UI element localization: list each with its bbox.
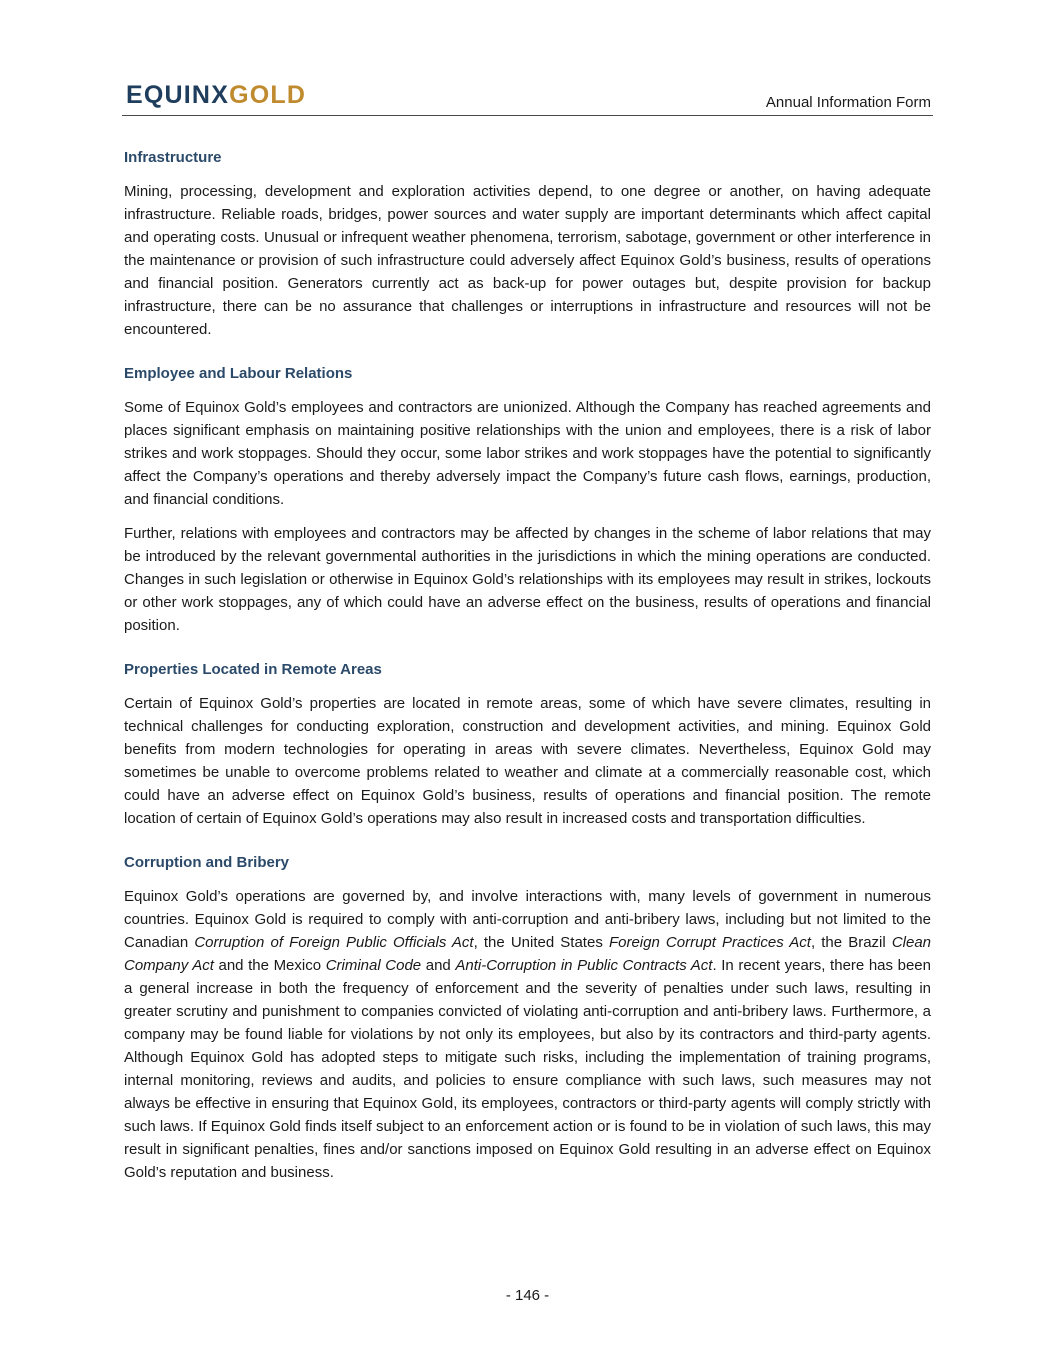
section-heading: Properties Located in Remote Areas bbox=[124, 661, 382, 678]
text-segment: , the United States bbox=[473, 934, 609, 951]
paragraph: Some of Equinox Gold’s employees and contractors are unionized. Although the Company has reached agreements and places significant emphasis on maintaining positive relationships with the union and employees, there is a risk of labor strikes and work stoppages. Should they occur, some labor strikes and work stoppages have the potential to significantly affect the Company’s operations and thereby adversely impact the Company’s future cash flows, earnings, production, and financial conditions. bbox=[124, 399, 931, 508]
text-segment: Equinox Gold’s operations are governed by, and involve interactions with, many levels of government in numerous countries. Equinox Gold is required to comply with anti-corruption and anti-bribery laws, including but not limited to the Canadian bbox=[124, 888, 931, 951]
section-heading: Corruption and Bribery bbox=[124, 854, 290, 871]
law-title: Foreign Corrupt Practices Act bbox=[608, 934, 811, 951]
page-number: - 146 - bbox=[505, 1287, 550, 1304]
text-segment: and the Mexico bbox=[213, 957, 326, 974]
section-corruption-bribery bbox=[124, 851, 931, 1184]
paragraph: Mining, processing, development and exploration activities depend, to one degree or another, on having adequate infrastructure. Reliable roads, bridges, power sources and water supply are important determinants which affect capital and operating costs. Unusual or infrequent weather phenomena, terrorism, sabotage, government or other interference in the maintenance or provision of such infrastructure could adversely affect Equinox Gold’s business, results of operations and financial position. Generators currently act as back-up for power outages but, despite provision for backup infrastructure, there can be no assurance that challenges or interruptions in infrastructure and resources will not be encountered. bbox=[124, 183, 931, 338]
paragraph: Further, relations with employees and contractors may be affected by changes in the scheme of labor relations that may be introduced by the relevant governmental authorities in the jurisdictions in which the mining operations are conducted. Changes in such legislation or otherwise in Equinox Gold’s relationships with its employees may result in strikes, lockouts or other work stoppages, any of which could have an adverse effect on the business, results of operations and financial position. bbox=[124, 525, 931, 634]
law-title: Clean Company Act bbox=[124, 934, 932, 974]
law-title: Corruption of Foreign Public Officials Act bbox=[194, 934, 474, 951]
law-title: Anti-Corruption in Public Contracts Act bbox=[455, 957, 713, 974]
section-remote-areas bbox=[124, 658, 931, 830]
paragraph bbox=[124, 885, 931, 1184]
logo-text-ox: X bbox=[211, 81, 230, 109]
text-segment: . In recent years, there has been a general increase in both the frequency of enforcement and the severity of penalties under such laws, resulting in greater scrutiny and punishment to companies convicted of violating anti-corruption and anti-bribery laws. Furthermore, a company may be found liable for violations by not only its employees, but also by its contractors and third-party agents. Although Equinox Gold has adopted steps to mitigate such risks, including the implementation of training programs, internal monitoring, reviews and audits, and policies to ensure compliance with such laws, such measures may not always be effective in ensuring that Equinox Gold, its employees, contractors or third-party agents will comply strictly with such laws. If Equinox Gold finds itself subject to an enforcement action or is found to be in violation of such laws, this may result in significant penalties, fines and/or sanctions imposed on Equinox Gold resulting in an adverse effect on Equinox Gold’s reputation and business. bbox=[124, 957, 931, 1181]
logo-text-equin: EQUIN bbox=[126, 81, 212, 109]
page-content bbox=[124, 146, 931, 1205]
text-segment: , the Brazil bbox=[810, 934, 892, 951]
paragraph: Certain of Equinox Gold’s properties are located in remote areas, some of which have severe climates, resulting in technical challenges for conducting exploration, construction and development activities, and mining. Equinox Gold benefits from modern technologies for operating in areas with severe climates. Nevertheless, Equinox Gold may sometimes be unable to overcome problems related to weather and climate at a commercially reasonable cost, which could have an adverse effect on Equinox Gold’s business, results of operations and financial position. The remote location of certain of Equinox Gold’s operations may also result in increased costs and transportation difficulties. bbox=[124, 695, 931, 827]
section-infrastructure bbox=[124, 146, 931, 341]
page-header bbox=[122, 78, 933, 116]
section-employee-labour-relations bbox=[124, 362, 931, 637]
equinox-gold-logo bbox=[126, 80, 306, 110]
document-title: Annual Information Form bbox=[765, 94, 931, 111]
text-segment: and bbox=[421, 957, 456, 974]
section-heading: Infrastructure bbox=[124, 149, 222, 166]
logo-text-gold: GOLD bbox=[229, 81, 307, 109]
section-heading: Employee and Labour Relations bbox=[124, 365, 353, 382]
law-title: Criminal Code bbox=[325, 957, 422, 974]
